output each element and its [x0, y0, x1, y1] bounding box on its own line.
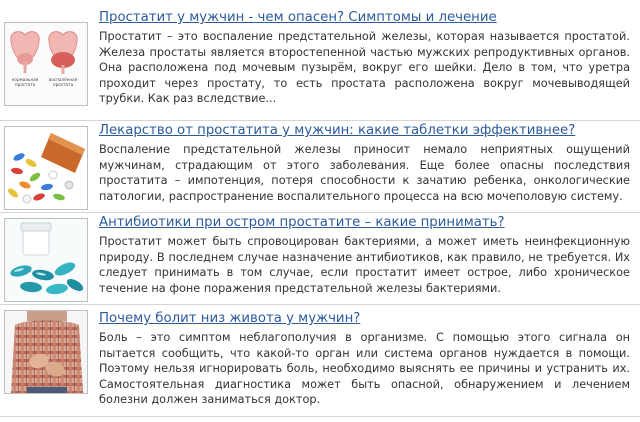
article-title-link[interactable]: Антибиотики при остром простатите – какие принимать? [99, 215, 505, 230]
article-thumbnail-man-abdominal-pain[interactable] [4, 310, 88, 394]
article-thumbnail-pills[interactable] [4, 126, 88, 210]
article-title-link[interactable]: Почему болит низ живота у мужчин? [99, 311, 361, 326]
article-title-link[interactable]: Простатит у мужчин - чем опасен? Симптомы и лечение [99, 10, 497, 25]
article-thumbnail-capsules[interactable] [4, 218, 88, 302]
caption-inflamed: воспалённая простата [48, 77, 78, 87]
pills-image [5, 127, 87, 209]
separator [0, 416, 640, 417]
prostate-anatomy-image [5, 23, 87, 105]
separator [0, 212, 640, 213]
caption-normal: нормальная простата [11, 77, 39, 87]
separator [0, 120, 640, 121]
article-excerpt: Боль – это симптом неблагополучия в организме. С помощью этого сигнала он пытается сообщить, что какой-то орган или система органов нуждается в помощи. Поэтому нельзя игнорировать боль, необходимо выяснять ее причины и устранить их. Самостоятельная диагностика может быть опасной, обнаружением и лечением болезни должен заниматься доктор. [99, 331, 630, 407]
man-abdominal-pain-image [5, 311, 87, 393]
article-thumbnail-prostate-anatomy[interactable] [4, 22, 88, 106]
article-excerpt: Простатит может быть спровоцирован бактериями, а может иметь неинфекционную природу. В последнем случае назначение антибиотиков, как правило, не требуется. Их следует принимать в том случае, если простатит имеет острое, либо хроническое течение на фоне поражения предстательной железы бактериями. [99, 235, 630, 295]
article-excerpt: Простатит – это воспаление предстательной железы, которая называется простатой. Железа простаты является второстепенной частью мужских репродуктивных органов. Она расположена под мочевым пузырём, вокруг его шейки. Дело в том, что уретра проходит через простату, то есть простата расположена вокруг мочевыводящей трубки. Как раз вследствие... [99, 30, 630, 106]
article-title-link[interactable]: Лекарство от простатита у мужчин: какие таблетки эффективнее? [99, 123, 576, 138]
separator [0, 304, 640, 305]
capsules-image [5, 219, 87, 301]
article-excerpt: Воспаление предстательной железы приносит немало неприятных ощущений мужчинам, страдающим от этого заболевания. Еще более опасны последствия простатита – импотенция, потеря способности к зачатию ребенка, онкологические патологии, распространение воспалительного процесса на всю мочеполовую систему. [99, 143, 630, 203]
